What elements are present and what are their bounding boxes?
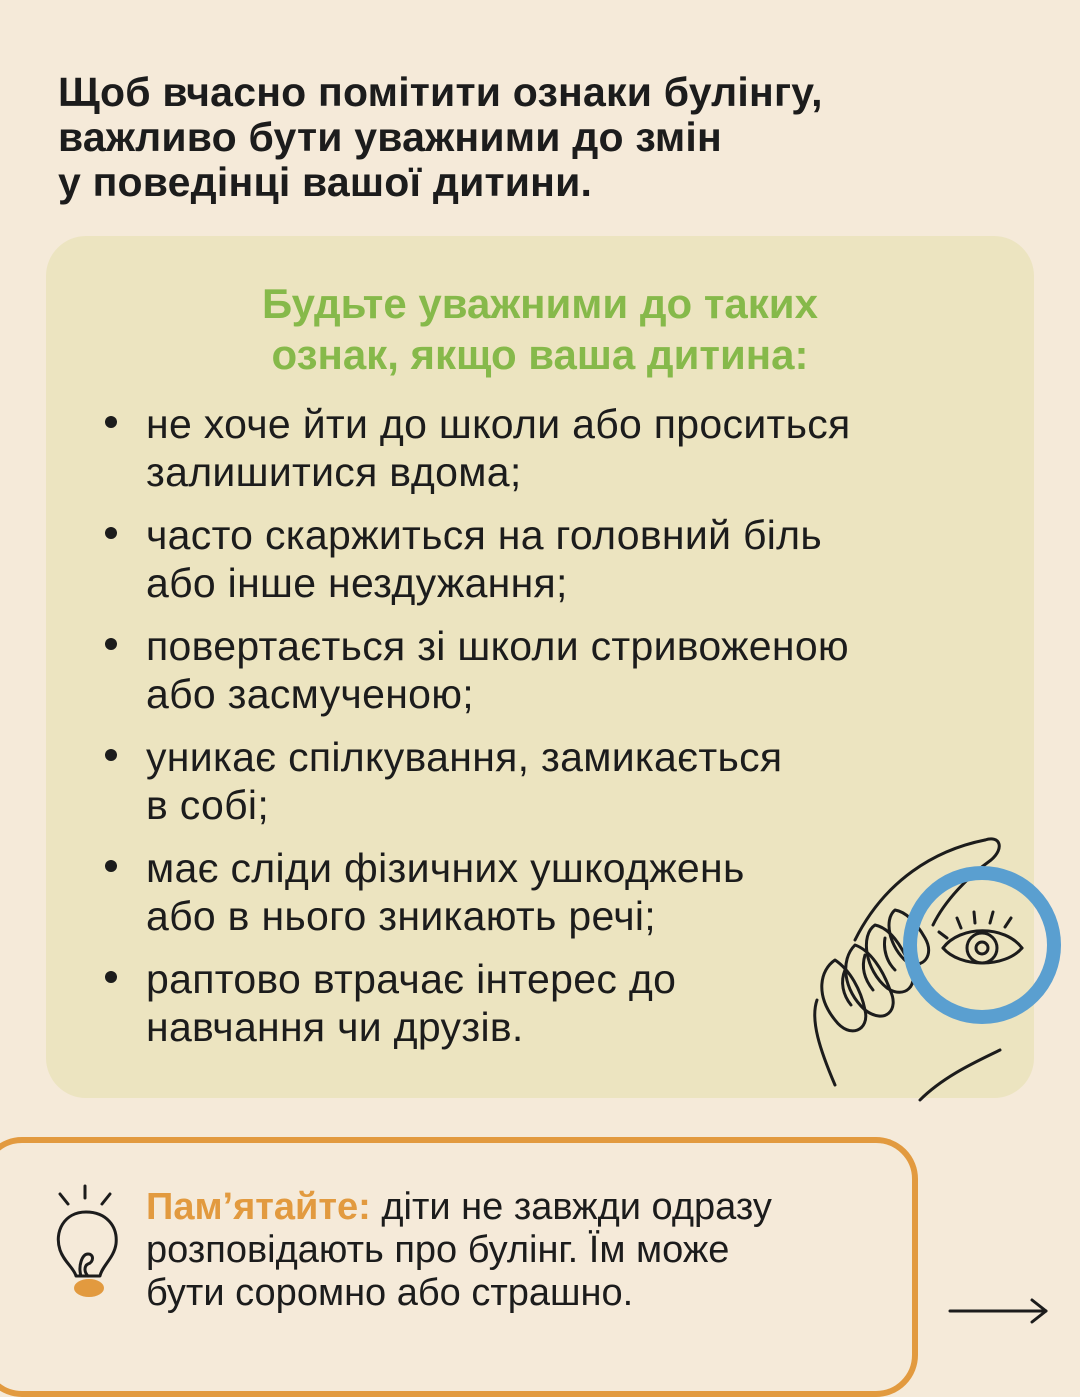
card-title-line: ознак, якщо ваша дитина:	[271, 331, 809, 378]
intro-line: Щоб вчасно помітити ознаки булінгу,	[58, 69, 823, 115]
reminder-line-rest: діти не завжди одразу	[370, 1186, 772, 1228]
list-item-line: уникає спілкування, замикається	[146, 734, 783, 780]
list-item-text	[146, 844, 745, 940]
intro-line: важливо бути уважними до змін	[58, 114, 722, 160]
list-item-text	[146, 511, 822, 607]
list-item-text	[146, 400, 851, 496]
hand-holding-eye-lens-icon	[795, 820, 1075, 1110]
card-title	[0, 278, 1080, 380]
reminder-text	[146, 1186, 906, 1315]
intro-heading	[58, 70, 1018, 205]
list-item-line: повертається зі школи стривоженою	[146, 623, 849, 669]
bullet-icon	[105, 527, 117, 539]
lightbulb-icon	[48, 1180, 138, 1310]
reminder-line: бути соромно або страшно.	[146, 1272, 634, 1314]
reminder-line: розповідають про булінг. Їм може	[146, 1229, 730, 1271]
card-title-line: Будьте уважними до таких	[262, 280, 818, 327]
list-item-line: раптово втрачає інтерес до	[146, 956, 677, 1002]
reminder-lead: Пам’ятайте:	[146, 1186, 371, 1228]
arrow-right-icon[interactable]	[946, 1296, 1056, 1326]
reminder-line	[146, 1186, 906, 1229]
list-item-line: не хоче йти до школи або проситься	[146, 401, 851, 447]
list-item-line: залишитися вдома;	[146, 449, 522, 495]
list-item-line: навчання чи друзів.	[146, 1004, 524, 1050]
bullet-icon	[105, 971, 117, 983]
intro-line: у поведінці вашої дитини.	[58, 159, 593, 205]
list-item-text	[146, 622, 849, 718]
list-item-line: або інше нездужання;	[146, 560, 568, 606]
list-item-line: в собі;	[146, 782, 270, 828]
list-item-text	[146, 733, 782, 829]
bullet-icon	[105, 416, 117, 428]
bullet-icon	[105, 860, 117, 872]
bullet-icon	[105, 749, 117, 761]
list-item-line: або засмученою;	[146, 671, 474, 717]
list-item-line: має сліди фізичних ушкоджень	[146, 845, 745, 891]
bullet-icon	[105, 638, 117, 650]
list-item-line: або в нього зникають речі;	[146, 893, 656, 939]
list-item-text	[146, 955, 676, 1051]
list-item-line: часто скаржиться на головний біль	[146, 512, 823, 558]
